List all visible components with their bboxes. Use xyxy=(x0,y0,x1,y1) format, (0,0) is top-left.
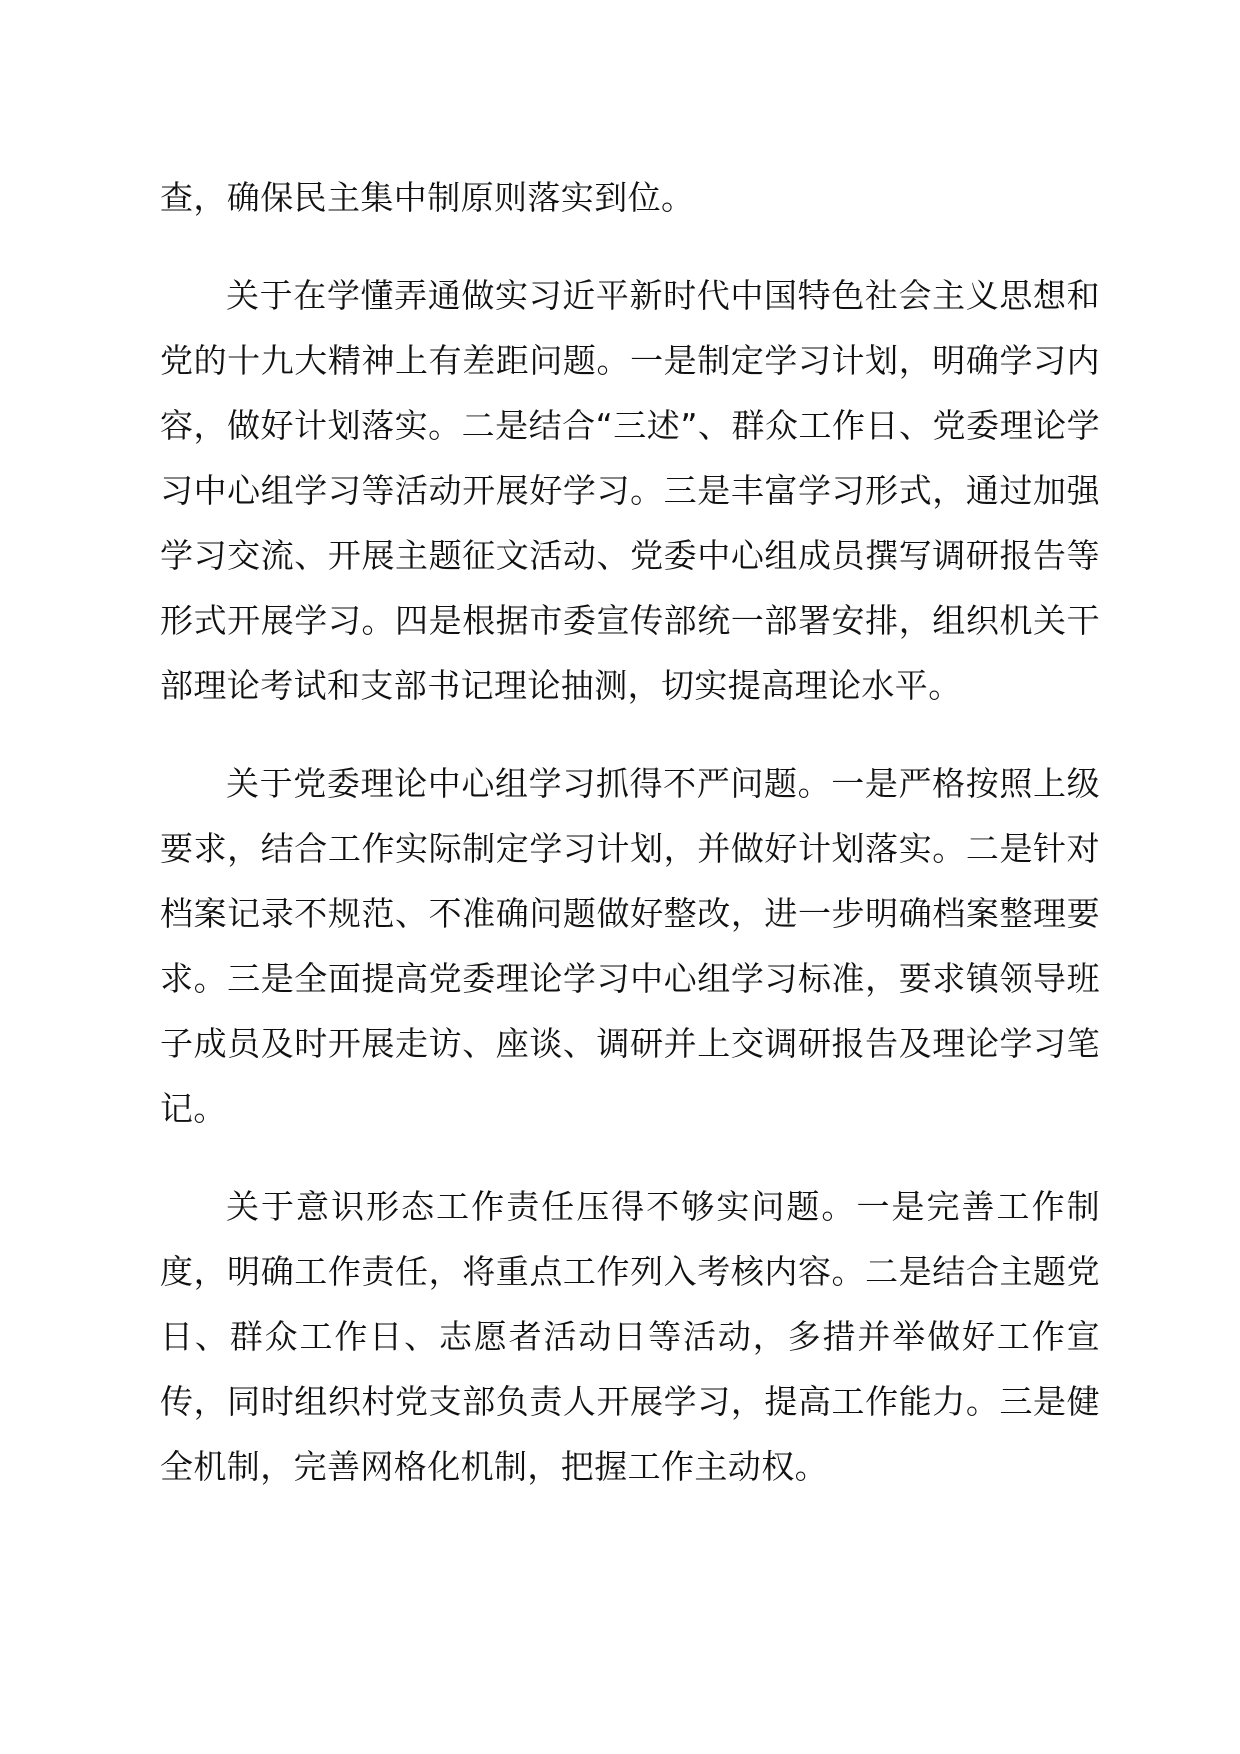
paragraph-ideology-responsibility: 关于意识形态工作责任压得不够实问题。一是完善工作制度，明确工作责任，将重点工作列入考核内容。二是结合主题党日、群众工作日、志愿者活动日等活动，多措并举做好工作宣传，同时组织村党支部负责人开展学习，提高工作能力。三是健全机制，完善网格化机制，把握工作主动权。 xyxy=(160,1187,1100,1486)
document-body xyxy=(160,165,1100,1532)
paragraph-central-group-study: 关于党委理论中心组学习抓得不严问题。一是严格按照上级要求，结合工作实际制定学习计划，并做好计划落实。二是针对档案记录不规范、不准确问题做好整改，进一步明确档案整理要求。三是全面提高党委理论学习中心组学习标准，要求镇领导班子成员及时开展走访、座谈、调研并上交调研报告及理论学习笔记。 xyxy=(160,764,1100,1128)
paragraph-continuation: 查，确保民主集中制原则落实到位。 xyxy=(160,178,695,217)
paragraph-theory-study: 关于在学懂弄通做实习近平新时代中国特色社会主义思想和党的十九大精神上有差距问题。一是制定学习计划，明确学习内容，做好计划落实。二是结合“三述”、群众工作日、党委理论学习中心组学习等活动开展好学习。三是丰富学习形式，通过加强学习交流、开展主题征文活动、党委中心组成员撰写调研报告等形式开展学习。四是根据市委宣传部统一部署安排，组织机关干部理论考试和支部书记理论抽测，切实提高理论水平。 xyxy=(160,276,1100,705)
